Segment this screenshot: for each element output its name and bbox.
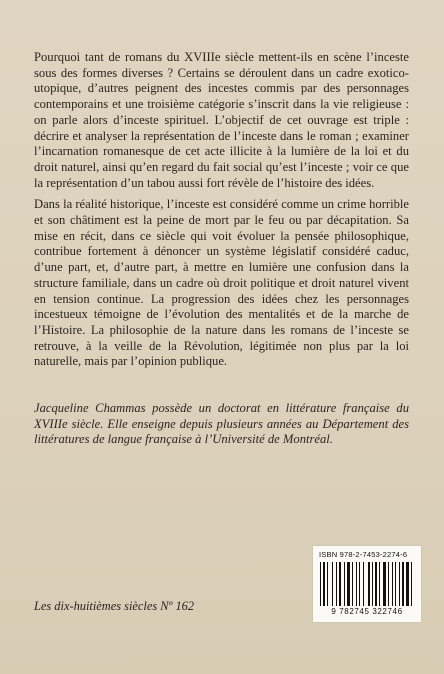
description-paragraph-2: Dans la réalité historique, l’inceste est considéré comme un crime horrible et son châtiment est la peine de mort par le feu ou par décapitation. Sa mise en récit, dans ce siècle qui voit évoluer la pensée philosophique, contribue fortement à dénoncer un système législatif considéré caduc, d’une part, et, d’autre part, à mettre en lumière une confusion dans la structure familiale, dans un cadre où droit politique et droit naturel vivent en tension continue. La progression des idées chez les personnages incestueux témoigne de l’évolution des mentalités et de la marche de l’Histoire. La philosophie de la nature dans les romans de l’inceste se retrouve, à la veille de la Révolution, légitimée non plus par la loi naturelle, mais par l’opinion publique.: [34, 197, 409, 369]
description-paragraph-1: Pourquoi tant de romans du XVIIIe siècle mettent-ils en scène l’inceste sous des formes diverses ? Certains se déroulent dans un cadre exotico-utopique, d’autres peignent des incestes commis par des personnages contemporains et une troisième catégorie s’inscrit dans la vie religieuse : on parle alors d’inceste spirituel. L’objectif de cet ouvrage est triple : décrire et analyser la représentation de l’inceste dans le roman ; examiner l’incarnation romanesque de cet acte illicite à la lumière de la loi et du droit naturel, ainsi qu’en regard du fait social qu’est l’inceste ; voir ce que la représentation d’un tabou aussi fort révèle de l’histoire des idées.: [34, 50, 409, 190]
description-text: [34, 50, 409, 376]
series-label: Les dix-huitièmes siècles Nº 162: [34, 599, 195, 613]
author-bio: [34, 401, 409, 448]
isbn-label: ISBN 978-2-7453-2274-6: [319, 550, 408, 559]
barcode-icon: [319, 562, 415, 606]
isbn-digits: 9 782745 322746: [331, 607, 403, 616]
isbn-barcode: [312, 545, 422, 623]
author-bio-text: Jacqueline Chammas possède un doctorat en littérature française du XVIIIe siècle. Elle enseigne depuis plusieurs années au Département des littératures de langue française à l’Université de Montréal.: [34, 401, 409, 447]
